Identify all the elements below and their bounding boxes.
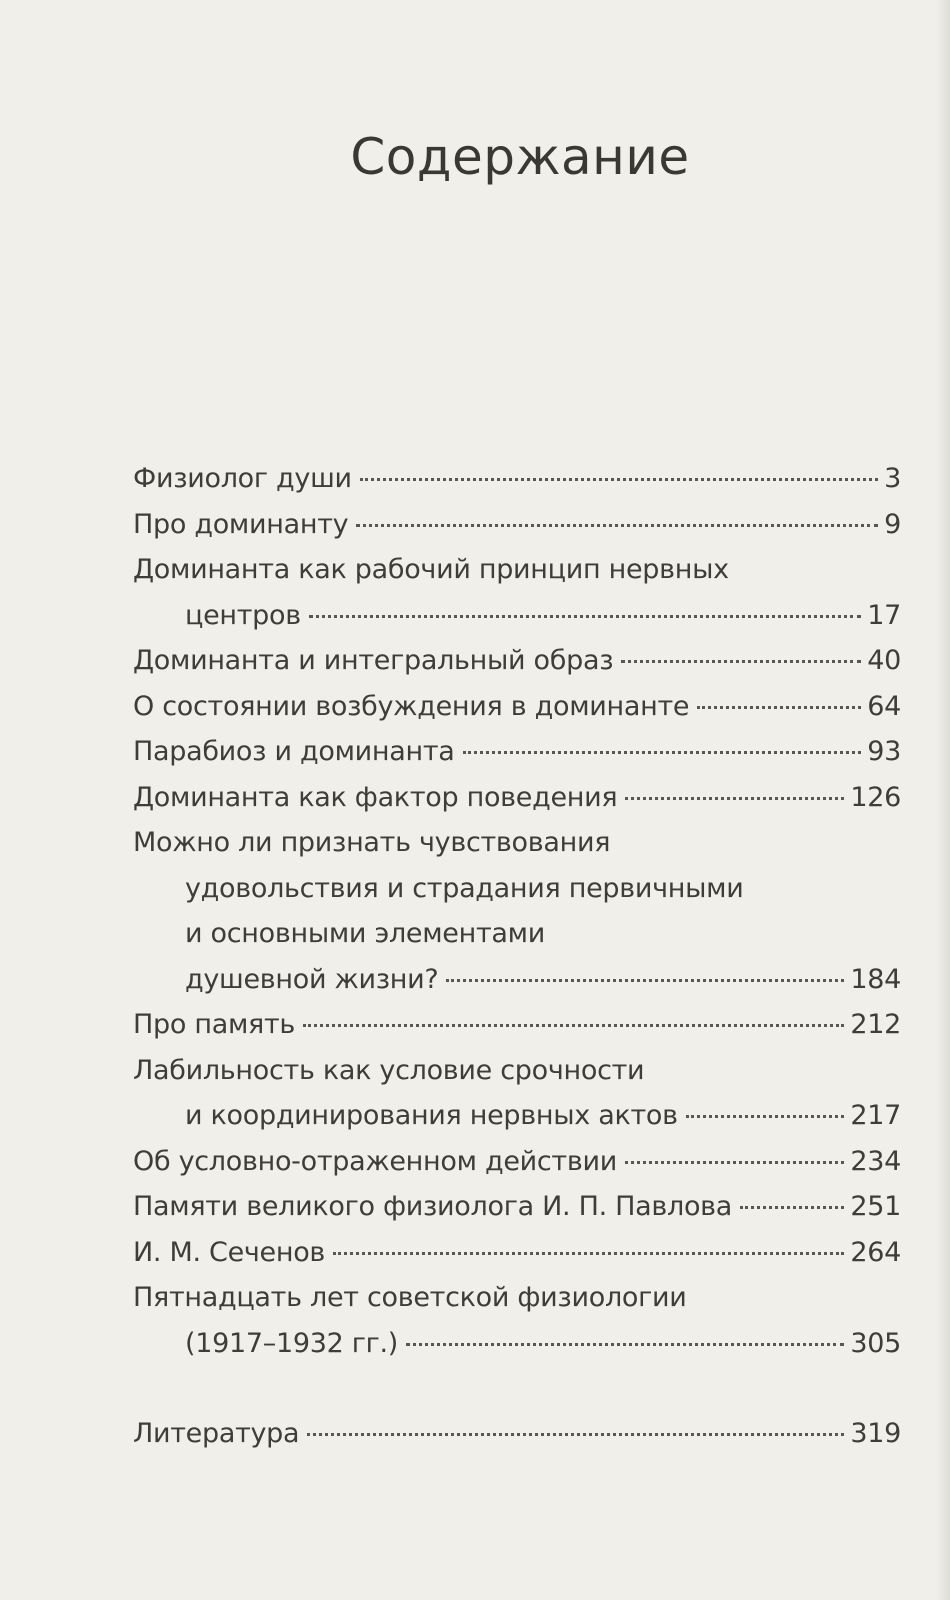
table-of-contents bbox=[133, 456, 901, 1457]
dot-leader bbox=[446, 979, 844, 982]
toc-page-number: 64 bbox=[867, 690, 901, 722]
dot-leader bbox=[333, 1252, 844, 1255]
toc-page-number: 9 bbox=[884, 508, 901, 540]
toc-entry[interactable] bbox=[133, 729, 901, 775]
toc-entry-title-continued: удовольствия и страдания первичными bbox=[185, 872, 744, 904]
toc-entry[interactable] bbox=[133, 684, 901, 730]
toc-entry-title: И. М. Сеченов bbox=[133, 1236, 326, 1268]
toc-page-number: 40 bbox=[867, 645, 901, 676]
toc-entry-title: Пятнадцать лет советской физиологии bbox=[133, 1282, 687, 1313]
toc-page-number: 126 bbox=[850, 781, 901, 813]
dot-leader bbox=[309, 615, 861, 618]
toc-entry[interactable] bbox=[133, 1002, 901, 1048]
toc-entry[interactable] bbox=[133, 820, 901, 1002]
toc-entry[interactable] bbox=[133, 547, 901, 638]
toc-entry[interactable] bbox=[133, 502, 901, 548]
toc-entry[interactable] bbox=[133, 1139, 901, 1185]
toc-entry[interactable] bbox=[133, 1275, 901, 1366]
toc-entry-title: Про доминанту bbox=[133, 508, 349, 540]
dot-leader bbox=[625, 1161, 844, 1164]
toc-entry-title: Доминанта и интегральный образ bbox=[133, 645, 614, 676]
dot-leader bbox=[307, 1433, 844, 1436]
page-title: Содержание bbox=[350, 128, 690, 186]
toc-entry[interactable] bbox=[133, 775, 901, 821]
toc-page-number: 217 bbox=[850, 1100, 901, 1131]
toc-entry[interactable] bbox=[133, 1184, 901, 1230]
toc-page-number: 17 bbox=[867, 599, 901, 631]
toc-entry-title: Физиолог души bbox=[133, 463, 352, 494]
dot-leader bbox=[625, 797, 844, 800]
toc-page-number: 319 bbox=[850, 1418, 901, 1449]
toc-entry[interactable] bbox=[133, 456, 901, 502]
toc-page-number: 3 bbox=[884, 463, 901, 494]
toc-page-number: 305 bbox=[850, 1327, 901, 1359]
toc-entry-title: Про память bbox=[133, 1009, 295, 1040]
toc-entry-title: Лабильность как условие срочности bbox=[133, 1054, 645, 1086]
dot-leader bbox=[463, 751, 862, 754]
dot-leader bbox=[740, 1206, 844, 1209]
toc-entry-title-continued: и основными элементами bbox=[185, 918, 545, 949]
toc-entry[interactable] bbox=[133, 1230, 901, 1276]
toc-entry-title: Можно ли признать чувствования bbox=[133, 827, 611, 858]
dot-leader bbox=[406, 1343, 844, 1346]
toc-page-number: 251 bbox=[850, 1191, 901, 1222]
toc-entry-title: Об условно-отраженном действии bbox=[133, 1145, 617, 1177]
toc-page-number: 93 bbox=[867, 736, 901, 767]
toc-page-number: 234 bbox=[850, 1145, 901, 1177]
toc-entry[interactable] bbox=[133, 638, 901, 684]
toc-entry[interactable] bbox=[133, 1048, 901, 1139]
toc-entry[interactable] bbox=[133, 1411, 901, 1457]
dot-leader bbox=[360, 478, 878, 481]
toc-entry-title: О состоянии возбуждения в доминанте bbox=[133, 690, 690, 722]
toc-page-number: 184 bbox=[850, 963, 901, 995]
toc-entry-title: Памяти великого физиолога И. П. Павлова bbox=[133, 1191, 733, 1222]
toc-entry-title-continued: душевной жизни? bbox=[185, 963, 439, 995]
toc-entry-title: Доминанта как фактор поведения bbox=[133, 781, 618, 813]
page-edge-shadow bbox=[936, 0, 950, 1600]
toc-entry-title: Литература bbox=[133, 1418, 300, 1449]
toc-entry-title-continued: (1917–1932 гг.) bbox=[185, 1327, 399, 1359]
toc-entry-title: Доминанта как рабочий принцип нервных bbox=[133, 554, 729, 585]
toc-entry-title: Парабиоз и доминанта bbox=[133, 736, 455, 767]
toc-page-number: 264 bbox=[850, 1236, 901, 1268]
dot-leader bbox=[686, 1115, 845, 1118]
toc-entry-title-continued: центров bbox=[185, 599, 301, 631]
toc-entry-title-continued: и координирования нервных актов bbox=[185, 1100, 678, 1131]
dot-leader bbox=[356, 524, 878, 527]
toc-page-number: 212 bbox=[850, 1009, 901, 1040]
dot-leader bbox=[697, 706, 861, 709]
dot-leader bbox=[303, 1024, 844, 1027]
dot-leader bbox=[621, 660, 861, 663]
